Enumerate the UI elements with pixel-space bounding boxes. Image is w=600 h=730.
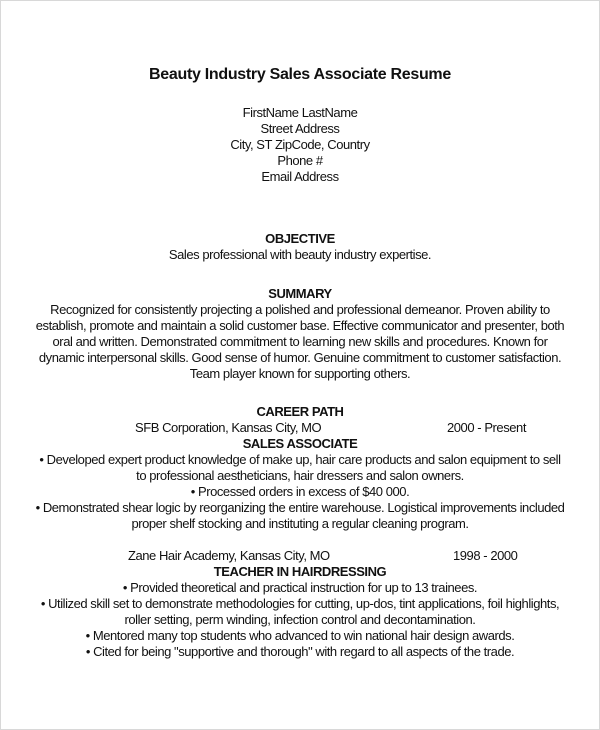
job-bullet: • Utilized skill set to demonstrate methodologies for cutting, up-dos, tint applications, foil highlights, roller setting, perm winding, infection control and decontamination.: [40, 596, 560, 627]
job-dates: 2000 - Present: [447, 420, 526, 435]
job-bullet: • Cited for being "supportive and thorough" with regard to all aspects of the trade.: [85, 644, 515, 659]
contact-street: Street Address: [260, 121, 340, 136]
contact-name: FirstName LastName: [242, 105, 358, 120]
contact-info: [31, 105, 569, 185]
job-bullet: • Provided theoretical and practical instruction for up to 13 trainees.: [122, 580, 478, 595]
job-company: Zane Hair Academy, Kansas City, MO: [128, 548, 330, 563]
job-dates: 1998 - 2000: [453, 548, 518, 563]
summary-text: Recognized for consistently projecting a polished and professional demeanor. Proven ability to establish, promote and maintain a solid customer base. Effective communicator and presenter, both oral and written. Demonstrated commitment to learning new skills and procedures. Known for dynamic interpersonal skills. Good sense of humor. Genuine commitment to customer satisfaction. Team player known for supporting others.: [35, 302, 565, 381]
job-bullet: • Developed expert product knowledge of make up, hair care products and salon equipment to sell to professional aestheticians, hair dressers and salon owners.: [39, 452, 561, 483]
job-title: SALES ASSOCIATE: [242, 436, 358, 451]
job-bullet: • Processed orders in excess of $40 000.: [190, 484, 410, 499]
contact-email: Email Address: [261, 169, 339, 184]
contact-city: City, ST ZipCode, Country: [230, 137, 370, 152]
objective-section: [31, 231, 569, 263]
job-title: TEACHER IN HAIRDRESSING: [213, 564, 387, 579]
job-header: [35, 420, 565, 436]
job-header: [35, 548, 565, 564]
objective-heading: OBJECTIVE: [265, 231, 335, 246]
contact-phone: Phone #: [277, 153, 323, 168]
summary-section: [35, 286, 565, 382]
job-bullet: • Mentored many top students who advanced to win national hair design awards.: [85, 628, 515, 643]
resume-title: Beauty Industry Sales Associate Resume: [149, 66, 451, 83]
summary-heading: SUMMARY: [268, 286, 332, 301]
job-company: SFB Corporation, Kansas City, MO: [135, 420, 322, 435]
job-bullet: • Demonstrated shear logic by reorganizing the entire warehouse. Logistical improvements included proper shelf stocking and instituting a regular cleaning program.: [35, 500, 565, 531]
career-section: [35, 404, 565, 660]
career-heading: CAREER PATH: [256, 404, 344, 419]
objective-text: Sales professional with beauty industry expertise.: [168, 247, 432, 262]
